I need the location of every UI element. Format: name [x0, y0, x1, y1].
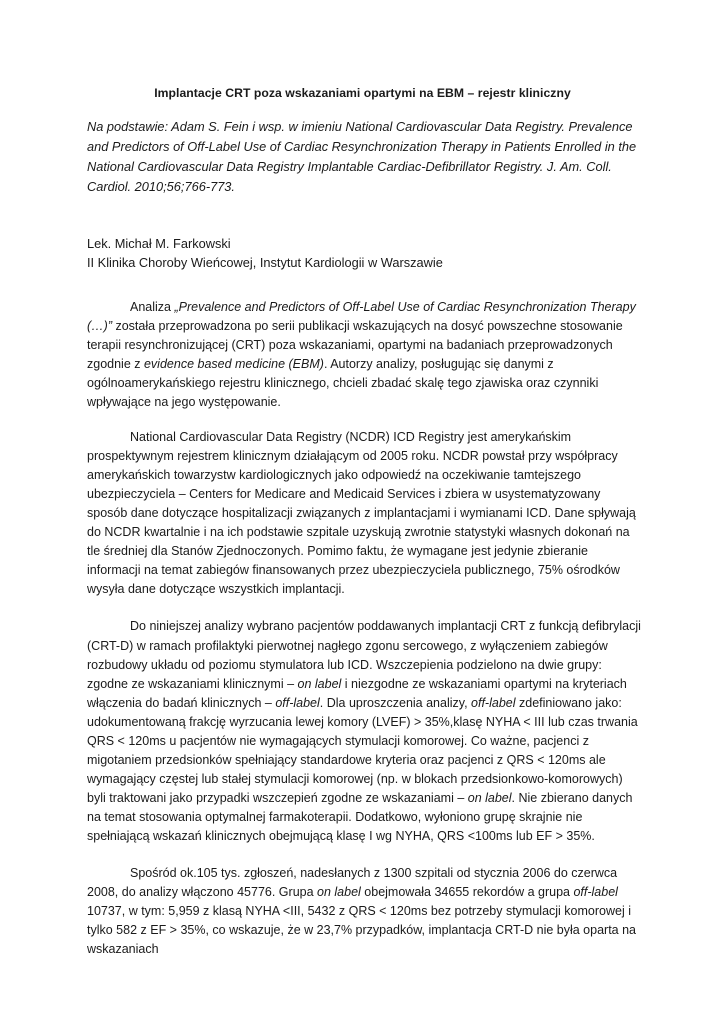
text-span: Analiza: [130, 300, 175, 314]
article-body: [87, 298, 643, 959]
italic-span: on label: [297, 676, 342, 691]
author-affiliation: II Klinika Choroby Wieńcowej, Instytut Kardiologii w Warszawie: [87, 255, 443, 270]
paragraph-2: National Cardiovascular Data Registry (NCDR) ICD Registry jest amerykańskim prospektywnym rejestrem klinicznym działającym od 2005 roku. NCDR powstał przy współpracy amerykańskich towarzystw kardiologicznych jako odpowiedź na oczekiwanie tamtejszego ubezpieczyciela – Centers for Medicare and Medicaid Services i zbiera w usystematyzowany sposób dane dotyczące hospitalizacji związanych z implantacjami i wymianami ICD. Dane spływają do NCDR kwartalnie i na ich podstawie szpitale uzyskują zwrotnie statystyki własnych dokonań na tle średniej dla Stanów Zjednoczonych. Pomimo faktu, że wymagane jest jedynie zbieranie informacji na temat zabiegów finansowanych przez ubezpieczyciela publicznego, 75% ośrodków wysyła dane dotyczące wszystkich implantacji.: [87, 429, 636, 597]
italic-span: off-label: [275, 695, 320, 710]
text-span: obejmowała 34655 rekordów a grupa: [360, 884, 574, 899]
text-span: Spośród ok.105 tys. zgłoszeń, nadesłanych z 1300 szpitali od stycznia 2006 do czerwca 2008, do analizy włączono 45776. Grupa: [87, 865, 618, 899]
paragraph-1: [87, 298, 643, 413]
text-span: 10737, w tym: 5,959 z klasą NYHA <III, 5432 z QRS < 120ms bez potrzeby stymulacji komorowej i tylko 582 z EF > 35%, co wskazuje, że w 23,7% przypadków, implantacja CRT-D nie była oparta na wskazaniach: [87, 903, 636, 956]
italic-span: evidence based medicine (EBM): [143, 357, 324, 372]
italic-span: on label: [467, 791, 512, 806]
italic-span: off-label: [573, 884, 618, 899]
italic-span: off-label: [471, 695, 516, 710]
text-span: Do niniejszej analizy wybrano pacjentów poddawanych implantacji CRT z funkcją defibrylacji (CRT-D) w ramach profilaktyki pierwotnej nagłego zgonu sercowego, z wyłączeniem zabiegów rozbudowy układu od poziomu stymulatora lub ICD. Wszczepienia podzielono na dwie grupy: zgodne ze wskazaniami klinicznymi –: [87, 619, 641, 691]
author-block: [87, 234, 643, 272]
text-span: . Autorzy analizy, posługując się danymi z ogólnoamerykańskiego rejestru klinicznego, chcieli zbadać skalę tego zjawiska oraz czynniki wpływające na jego występowanie.: [87, 357, 599, 410]
text-span: i niezgodne ze wskazaniami opartymi na kryteriach włączenia do badań klinicznych –: [87, 676, 627, 710]
paragraph-4: [87, 864, 643, 959]
text-span: została przeprowadzona po serii publikacji wskazujących na dosyć powszechne stosowanie terapii resynchronizującej (CRT) poza wskazaniami, opartymi na badaniach przeprowadzonych zgodnie z: [87, 319, 623, 372]
document-title: Implantacje CRT poza wskazaniami opartymi na EBM – rejestr kliniczny: [154, 86, 571, 100]
text-span: . Nie zbierano danych na temat stosowania optymalnej farmakoterapii. Dodatkowo, wyłoniono grupę skrajnie nie spełniającą wskazań klinicznych obejmującą klasę I wg NYHA, QRS <100ms lub EF > 35%.: [87, 791, 633, 844]
author-name: Lek. Michał M. Farkowski: [87, 236, 231, 251]
text-span: . Dla uproszczenia analizy,: [319, 695, 472, 710]
text-span: zdefiniowano jako: udokumentowaną frakcję wyrzucania lewej komory (LVEF) > 35%,klasę NYHA < III lub czas trwania QRS < 120ms u pacjentów nie wymagających stymulacji komorowej. Co ważne, pacjenci z migotaniem przedsionków spełniający standardowe kryteria oraz pacjenci z QRS < 120ms ale wymagający częstej lub stałej stymulacji komorowej (np. w blokach przedsionkowo-komorowych) byli traktowani jako przypadki wszczepień zgodne ze wskazaniami –: [87, 695, 638, 806]
italic-span: on label: [317, 884, 361, 899]
paragraph-3: [87, 617, 643, 846]
italic-span: „Prevalence and Predictors of Off-Label Use of Cardiac Resynchronization Therapy (…)”: [87, 300, 636, 334]
source-citation: Na podstawie: Adam S. Fein i wsp. w imieniu National Cardiovascular Data Registry. Prevalence and Predictors of Off-Label Use of Cardiac Resynchronization Therapy in Patients Enrolled in the National Cardiovascular Data Registry Implantable Cardiac-Defibrillator Registry. J. Am. Coll. Cardiol. 2010;56;766-773.: [87, 119, 637, 194]
